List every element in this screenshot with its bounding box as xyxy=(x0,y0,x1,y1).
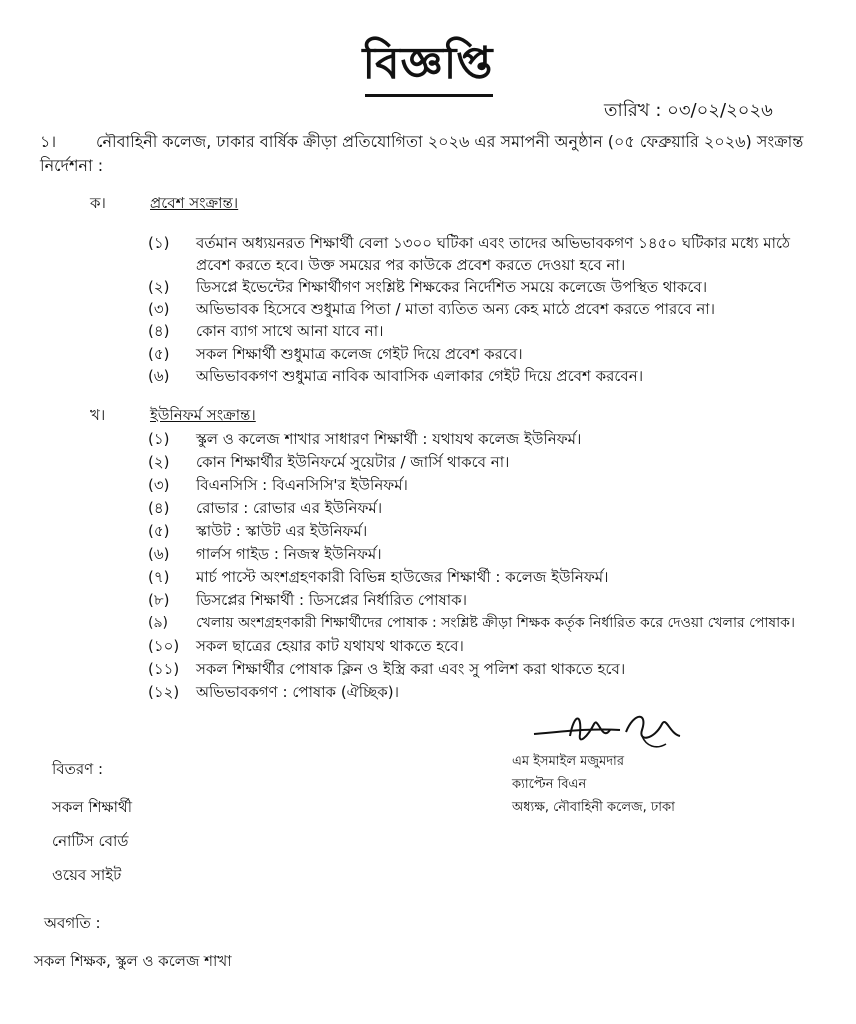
item-number: (২) xyxy=(148,453,170,471)
item-number: (২) xyxy=(148,278,170,296)
distribution-label: বিতরণ : xyxy=(52,760,104,778)
section-entry-heading xyxy=(90,192,238,217)
item-text: রোভার : রোভার এর ইউনিফর্ম। xyxy=(196,499,383,517)
item-number: (১১) xyxy=(148,660,180,678)
item-text: অভিভাবকগণ : পোষাক (ঐচ্ছিক)। xyxy=(196,683,399,701)
section-uniform-heading xyxy=(90,404,256,429)
item-number: (১২) xyxy=(148,683,180,701)
item-text: মার্চ পাস্টে অংশগ্রহণকারী বিভিন্ন হাউজের শিক্ষার্থী : কলেজ ইউনিফর্ম। xyxy=(196,568,609,586)
information-label: অবগতি : xyxy=(44,914,101,932)
distribution-item: ওয়েব সাইট xyxy=(52,866,122,884)
section-label: ক। xyxy=(90,194,106,212)
item-number: (৫) xyxy=(148,522,170,540)
item-number: (১০) xyxy=(148,637,180,655)
item-text: খেলায় অংশগ্রহণকারী শিক্ষার্থীদের পোষাক : সংশ্লিষ্ট ক্রীড়া শিক্ষক কর্তৃক নির্ধারিত করে দেওয়া খেলার পোষাক। xyxy=(196,615,795,631)
item-number: (১) xyxy=(148,234,170,252)
item-text: সকল ছাত্রের হেয়ার কাট যথাযথ থাকতে হবে। xyxy=(196,637,464,655)
intro-paragraph xyxy=(40,130,810,178)
item-text: ডিসপ্লের শিক্ষার্থী : ডিসপ্লের নির্ধারিত পোষাক। xyxy=(196,591,467,609)
title-underline xyxy=(365,94,493,97)
notice-title: বিজ্ঞপ্তি xyxy=(362,38,494,89)
item-number: (১) xyxy=(148,430,170,448)
signatory-name: এম ইসমাইল মজুমদার xyxy=(512,754,624,769)
notice-date xyxy=(604,96,773,127)
item-text: স্কাউট : স্কাউট এর ইউনিফর্ম। xyxy=(196,522,368,540)
section-title: ইউনিফর্ম সংক্রান্ত। xyxy=(150,406,256,424)
item-number: (৪) xyxy=(148,499,170,517)
item-number: (৭) xyxy=(148,568,170,586)
item-text: বর্তমান অধ্যয়নরত শিক্ষার্থী বেলা ১৩০০ ঘটিকা এবং তাদের অভিভাবকগণ ১৪৫০ ঘটিকার মধ্যে মাঠে প্রবেশ করতে হবে। উক্ত সময়ের পর কাউকে প্রবেশ করতে দেওয়া হবে না। xyxy=(196,234,791,274)
item-text: অভিভাবকগণ শুধুমাত্র নাবিক আবাসিক এলাকার গেইট দিয়ে প্রবেশ করবেন। xyxy=(196,367,644,385)
signatory-rank: ক্যাপ্টেন বিএন xyxy=(512,777,587,792)
item-text: গার্লস গাইড : নিজস্ব ইউনিফর্ম। xyxy=(196,545,382,563)
section-title: প্রবেশ সংক্রান্ত। xyxy=(150,194,239,212)
paragraph-text: নৌবাহিনী কলেজ, ঢাকার বার্ষিক ক্রীড়া প্রতিযোগিতা ২০২৬ এর সমাপনী অনুষ্ঠান (০৫ ফেব্রুয়ারি ২০২৬) সংক্রান্ত নির্দেশনা : xyxy=(40,132,804,175)
date-value: ০৩/০২/২০২৬ xyxy=(667,100,773,121)
item-number: (৬) xyxy=(148,367,170,385)
item-number: (৪) xyxy=(148,322,170,340)
item-text: সকল শিক্ষার্থীর পোষাক ক্লিন ও ইস্ত্রি করা এবং সু পলিশ করা থাকতে হবে। xyxy=(196,660,626,678)
item-number: (৮) xyxy=(148,591,170,609)
signatory-designation: অধ্যক্ষ, নৌবাহিনী কলেজ, ঢাকা xyxy=(512,800,675,815)
item-number: (৯) xyxy=(148,615,169,631)
item-text: অভিভাবক হিসেবে শুধুমাত্র পিতা / মাতা ব্যতিত অন্য কেহ মাঠে প্রবেশ করতে পারবে না। xyxy=(196,300,716,318)
signature-mark xyxy=(530,706,690,754)
item-text: সকল শিক্ষার্থী শুধুমাত্র কলেজ গেইট দিয়ে প্রবেশ করবে। xyxy=(196,345,523,363)
item-text: বিএনসিসি : বিএনসিসি'র ইউনিফর্ম। xyxy=(196,476,408,494)
list-item xyxy=(148,232,808,276)
item-number: (৬) xyxy=(148,545,170,563)
distribution-item: সকল শিক্ষার্থী xyxy=(52,798,133,816)
date-label: তারিখ : xyxy=(604,100,662,121)
distribution-item: নোটিস বোর্ড xyxy=(52,832,129,850)
section-label: খ। xyxy=(90,406,106,424)
item-number: (৫) xyxy=(148,345,170,363)
item-text: স্কুল ও কলেজ শাখার সাধারণ শিক্ষার্থী : যথাযথ কলেজ ইউনিফর্ম। xyxy=(196,430,582,448)
item-text: কোন শিক্ষার্থীর ইউনিফর্মে সুয়েটার / জার্সি থাকবে না। xyxy=(196,453,510,471)
information-item: সকল শিক্ষক, স্কুল ও কলেজ শাখা xyxy=(34,952,232,970)
item-text: কোন ব্যাগ সাথে আনা যাবে না। xyxy=(196,322,384,340)
item-number: (৩) xyxy=(148,300,170,318)
paragraph-number: ১। xyxy=(40,132,57,151)
item-text: ডিসপ্লে ইভেন্টের শিক্ষার্থীগণ সংশ্লিষ্ট শিক্ষকের নির্দেশিত সময়ে কলেজে উপস্থিত থাকবে। xyxy=(196,278,708,296)
item-number: (৩) xyxy=(148,476,170,494)
